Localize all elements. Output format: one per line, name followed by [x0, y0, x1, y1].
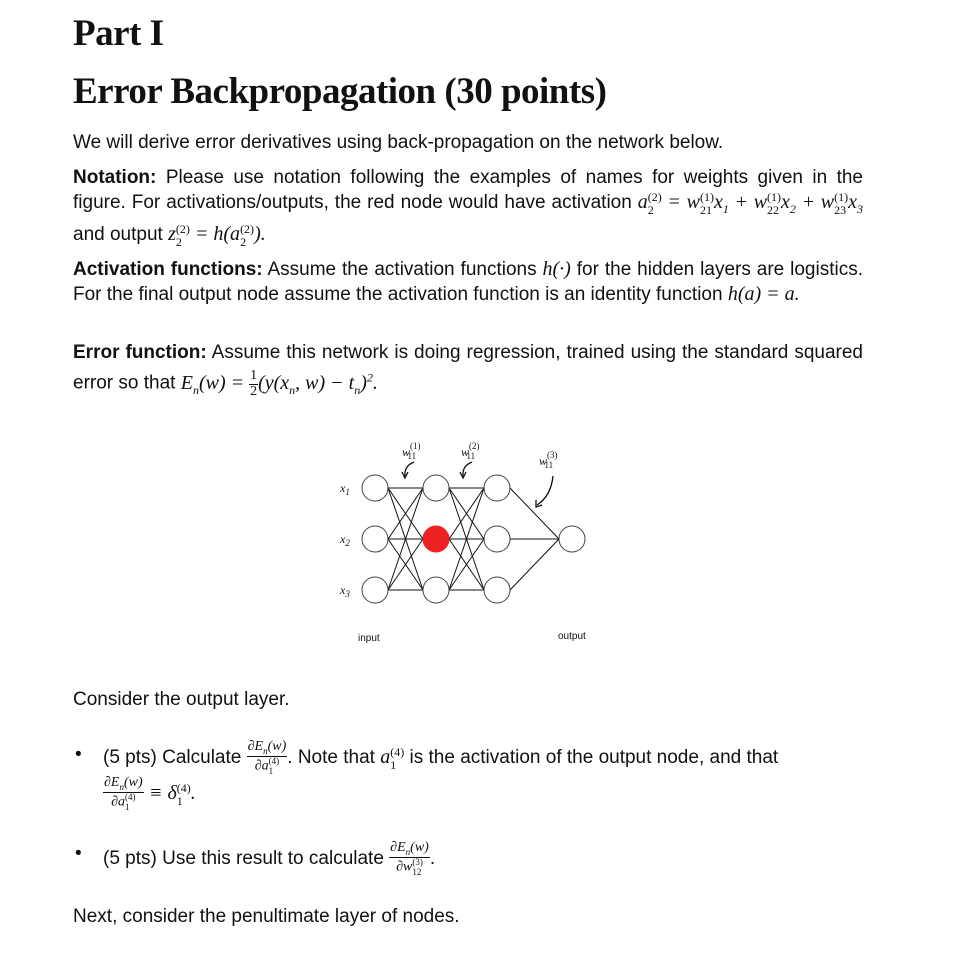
notation-label: Notation:: [73, 167, 157, 188]
bullet-2-points: (5 pts) Use this result to calculate: [103, 848, 384, 870]
bullet-dot-2: •: [75, 843, 82, 864]
weight-label-w11-1: $w^{(1)}$ 11: [402, 441, 421, 461]
a1-4-symbol: a (4) 1: [380, 745, 405, 773]
activation-text-1: Assume the activation functions: [267, 259, 537, 280]
arrow-w11-2: [463, 462, 472, 476]
output-node: [559, 526, 585, 552]
intro-paragraph: We will derive error derivatives using back-propagation on the network below.: [73, 132, 724, 153]
hidden2-node-3: [484, 577, 510, 603]
hidden2-node-1: [484, 475, 510, 501]
output-caption: output: [558, 631, 586, 642]
bullet-1-text-a: . Note that: [287, 747, 375, 769]
section-heading: Error Backpropagation (30 points): [73, 71, 607, 112]
notation-text-1: Please use notation following the examples of names for weights given in the figure. For activations/outputs, the red node would have activation: [73, 167, 863, 213]
input-caption: input: [358, 633, 380, 644]
error-text-1: Assume this network is doing regression, trained using the standard squared error so that: [73, 342, 863, 394]
identity-formula: h(a) = a.: [727, 283, 800, 305]
error-formula: $E_n(w)$ = $\frac{1}{2}$ ($y(x_n$, $w) - t_n)^2$.: [180, 367, 378, 399]
hidden1-node-3: [423, 577, 449, 603]
arrow-w11-3: [537, 476, 553, 505]
activation-h-formula: h(·): [542, 258, 571, 280]
weight-label-w11-3: $w^{(3)}$ 11: [539, 450, 558, 470]
bullet-1-text-b: is the activation of the output node, and that: [409, 747, 779, 769]
bullet-2: • (5 pts) Use this result to calculate $\partial E_n(w)$ ∂w (3) 12 .: [75, 840, 436, 878]
hidden1-node-1: [423, 475, 449, 501]
bullet-1: [75, 739, 863, 813]
consider-output-text: Consider the output layer.: [73, 689, 290, 710]
fraction-dE-da-2: $\partial E_n(w)$ ∂a (4) 1: [104, 775, 143, 813]
next-text: Next, consider the penultimate layer of nodes.: [73, 906, 460, 927]
input-label-x1: $x_1$: [340, 481, 350, 497]
input-node-1: [362, 475, 388, 501]
fraction-dE-da: $\partial E_n(w)$ ∂a (4) 1: [247, 739, 287, 777]
hidden2-node-2: [484, 526, 510, 552]
activation-label: Activation functions:: [73, 259, 263, 280]
connection-lines: [388, 488, 559, 590]
bullet-dot-1: •: [75, 744, 82, 765]
delta-formula: ≡ δ (4) 1 .: [148, 781, 196, 809]
hidden1-node-2-highlighted: [423, 526, 449, 552]
bullet-1-points: (5 pts) Calculate: [103, 747, 242, 769]
weight-label-w11-2: $w^{(2)}$ 11: [461, 441, 480, 461]
input-label-x3: $x_3$: [340, 583, 350, 599]
notation-output-formula: z (2) 2 = h(a (2) 2 ).: [168, 221, 266, 249]
part-heading: Part I: [73, 13, 164, 54]
input-node-2: [362, 526, 388, 552]
error-label: Error function:: [73, 342, 207, 363]
notation-text-2: and output: [73, 224, 163, 245]
activation-text-2: for the hidden layers are logistics. For the final output node assume the activation function is an identity function: [73, 259, 863, 305]
input-node-3: [362, 577, 388, 603]
arrow-w11-1: [405, 462, 414, 476]
notation-activation-formula: a (2) 2 = w (1) 21 $x_1 + w$ (1) 22 $x_2 + w$ (1) 23 $x_3$: [637, 189, 863, 217]
fraction-dE-dw: $\partial E_n(w)$ ∂w (3) 12: [390, 840, 429, 878]
input-label-x2: $x_2$: [340, 532, 350, 548]
